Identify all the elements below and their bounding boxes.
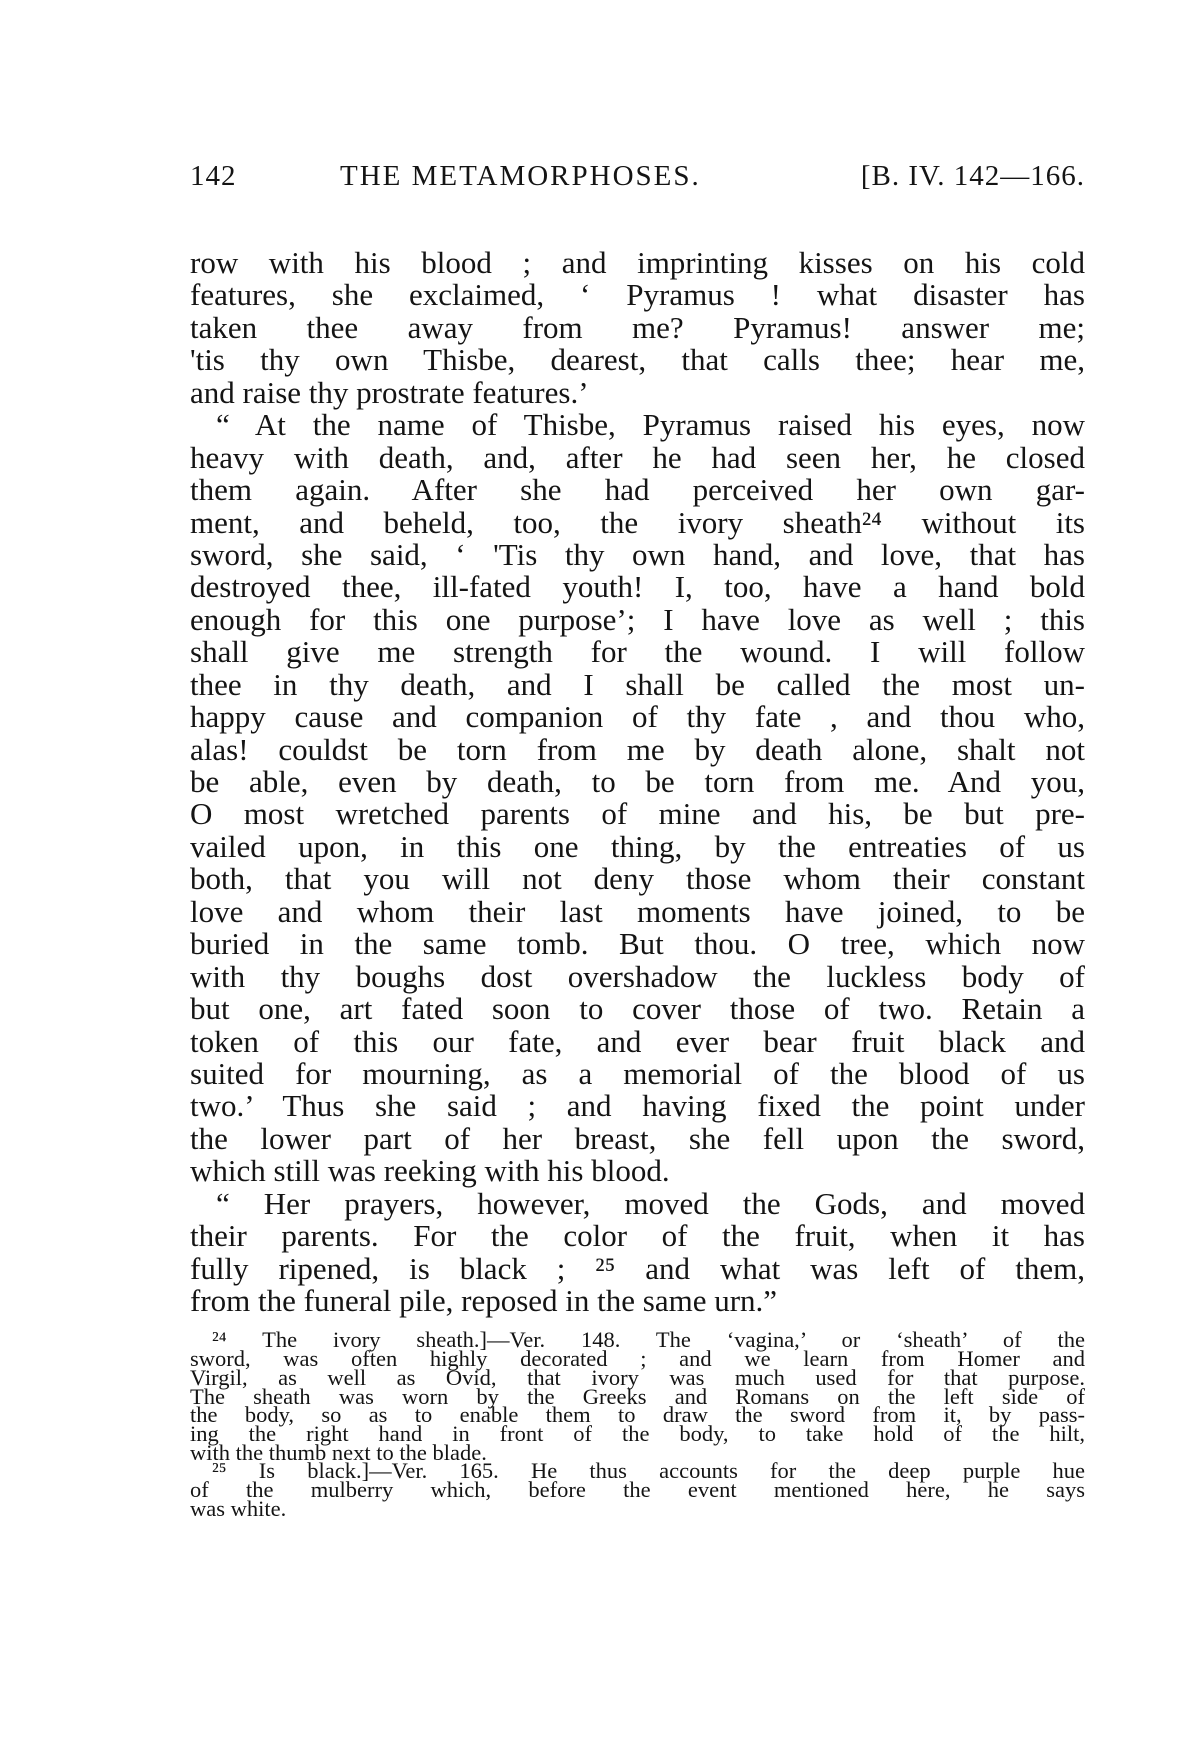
text-line: features, she exclaimed, ‘ Pyramus ! what disaster has xyxy=(190,277,1085,313)
text-line: buried in the same tomb. But thou. O tree, which now xyxy=(190,926,1085,962)
footnote-line: sword, was often highly decorated ; and we learn from Homer and xyxy=(190,1346,1085,1372)
text-line: be able, even by death, to be torn from me. And you, xyxy=(190,764,1085,799)
footnote-line: the body, so as to enable them to draw the sword from it, by pass- xyxy=(190,1402,1085,1428)
text-line: alas! couldst be torn from me by death alone, shalt not xyxy=(190,731,1085,767)
text-line: vailed upon, in this one thing, by the entreaties of us xyxy=(190,828,1085,864)
running-header xyxy=(190,160,1085,206)
text-line: both, that you will not deny those whom their constant xyxy=(190,861,1085,897)
running-title: THE METAMORPHOSES. xyxy=(340,160,701,192)
footnote-line: ²⁵ Is black.]—Ver. 165. He thus accounts for the deep purple hue xyxy=(212,1458,1085,1484)
page-body xyxy=(190,245,1085,1521)
text-line: token of this our fate, and ever bear fruit black and xyxy=(190,1023,1085,1059)
paragraph-3 xyxy=(190,1185,1085,1318)
text-line: their parents. For the color of the fruit, when it has xyxy=(190,1218,1085,1254)
text-line: the lower part of her breast, she fell upon the sword, xyxy=(190,1120,1085,1156)
text-line: heavy with death, and, after he had seen her, he closed xyxy=(190,439,1085,475)
footnote-line: ing the right hand in front of the body, to take hold of the hilt, xyxy=(190,1420,1085,1446)
footnote-line: was white. xyxy=(190,1495,287,1521)
text-line: row with his blood ; and imprinting kisses on his cold xyxy=(190,245,1085,280)
text-line: two.’ Thus she said ; and having fixed the point under xyxy=(190,1088,1085,1124)
text-line: O most wretched parents of mine and his, be but pre- xyxy=(190,796,1085,832)
text-line: destroyed thee, ill-fated youth! I, too, have a hand bold xyxy=(190,569,1085,605)
text-line: shall give me strength for the wound. I will follow xyxy=(190,634,1085,670)
footnote-line: of the mulberry which, before the event mentioned here, he says xyxy=(190,1476,1085,1502)
footnote-line: ²⁴ The ivory sheath.]—Ver. 148. The ‘vagina,’ or ‘sheath’ of the xyxy=(212,1327,1085,1353)
paragraph-1 xyxy=(190,247,1085,409)
text-line: thee in thy death, and I shall be called the most un- xyxy=(190,666,1085,702)
text-line: “ At the name of Thisbe, Pyramus raised his eyes, now xyxy=(216,407,1085,443)
text-line: “ Her prayers, however, moved the Gods, and moved xyxy=(216,1185,1085,1221)
page-number: 142 xyxy=(190,160,237,192)
text-line: and raise thy prostrate features.’ xyxy=(190,374,589,410)
text-line: love and whom their last moments have joined, to be xyxy=(190,893,1085,929)
text-line: but one, art fated soon to cover those of two. Retain a xyxy=(190,991,1085,1027)
footnote-25 xyxy=(190,1458,1085,1521)
text-line: them again. After she had perceived her own gar- xyxy=(190,472,1085,508)
text-line: which still was reeking with his blood. xyxy=(190,1153,670,1189)
footnote-24 xyxy=(190,1327,1085,1465)
text-line: happy cause and companion of thy fate , and thou who, xyxy=(190,699,1085,735)
text-line: ment, and beheld, too, the ivory sheath²⁴ without its xyxy=(190,504,1085,540)
text-line: 'tis thy own Thisbe, dearest, that calls thee; hear me, xyxy=(190,342,1085,378)
text-line: from the funeral pile, reposed in the same urn.” xyxy=(190,1283,778,1318)
section-reference: [B. IV. 142—166. xyxy=(860,160,1085,192)
footnote-line: The sheath was worn by the Greeks and Romans on the left side of xyxy=(190,1383,1085,1409)
text-line: with thy boughs dost overshadow the luckless body of xyxy=(190,958,1085,994)
text-line: sword, she said, ‘ 'Tis thy own hand, and love, that has xyxy=(190,536,1085,572)
text-line: fully ripened, is black ; ²⁵ and what was left of them, xyxy=(190,1250,1085,1286)
text-line: suited for mourning, as a memorial of the blood of us xyxy=(190,1055,1085,1091)
text-line: taken thee away from me? Pyramus! answer me; xyxy=(190,309,1085,345)
footnote-line: with the thumb next to the blade. xyxy=(190,1439,487,1465)
text-line: enough for this one purpose’; I have love as well ; this xyxy=(190,601,1085,637)
footnote-line: Virgil, as well as Ovid, that ivory was much used for that purpose. xyxy=(190,1364,1085,1390)
paragraph-2 xyxy=(190,409,1085,1188)
